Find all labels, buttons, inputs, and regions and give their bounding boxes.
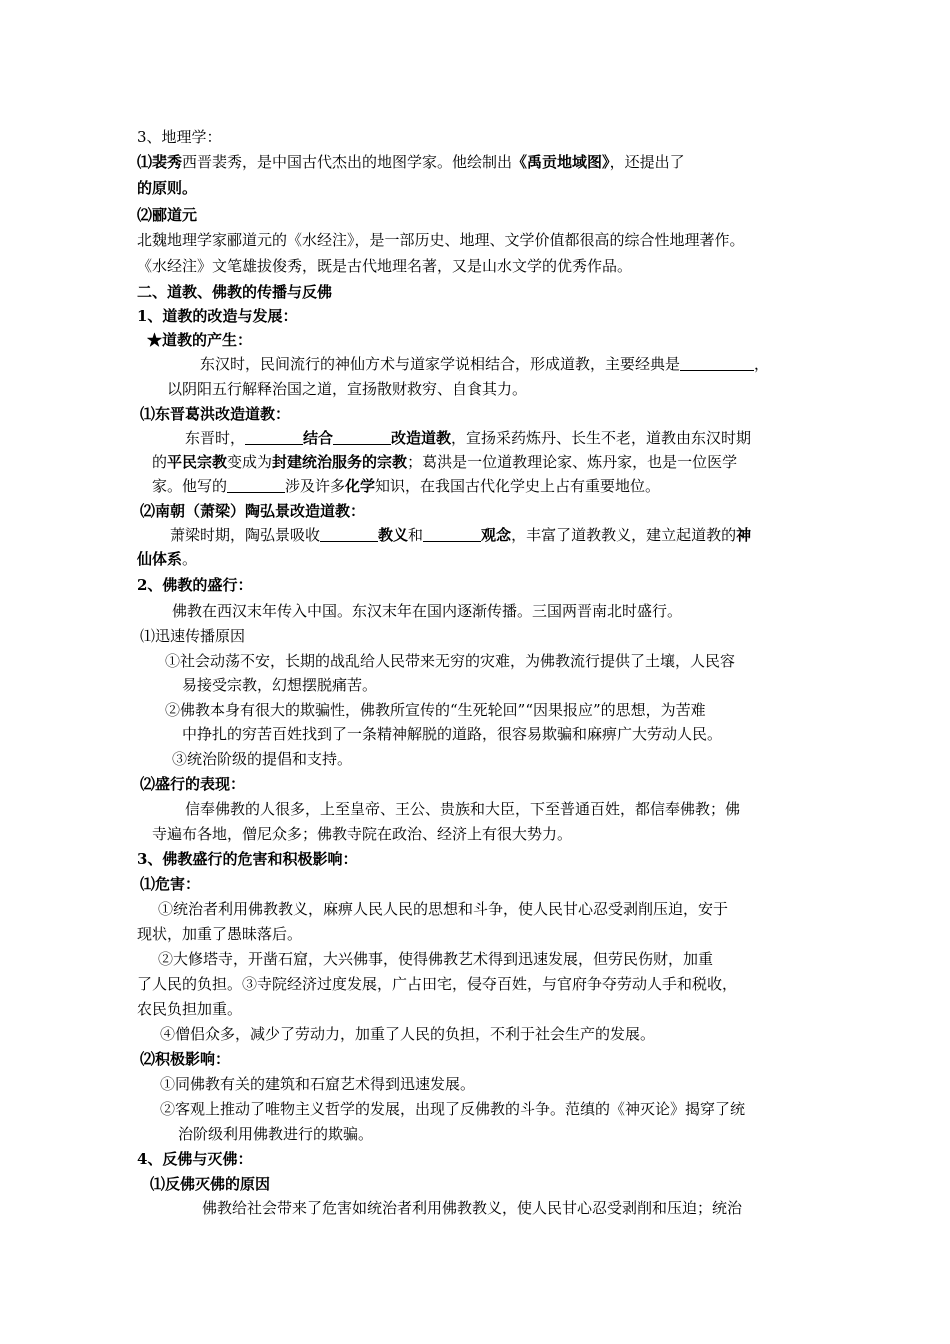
buddhism-intro: 佛教在西汉末年传入中国。东汉末年在国内逐渐传播。三国两晋南北时盛行。 <box>172 602 683 620</box>
gehong-line-1 <box>185 428 751 448</box>
gehong-text: 东晋时， <box>185 429 246 447</box>
peixiu-principle: 的原则。 <box>137 179 198 197</box>
origin-comma: ， <box>754 355 770 373</box>
tao-line-1 <box>170 525 751 545</box>
positive-1: ①同佛教有关的建筑和石窟艺术得到迅速发展。 <box>160 1075 476 1093</box>
peixiu-text-tail: ，还提出了 <box>609 153 685 171</box>
reason-2-line-2: 中挣扎的穷苦百姓找到了一条精神解脱的道路，很容易欺骗和麻痹广大劳动人民。 <box>182 725 723 743</box>
heading-anti-reasons: ⑴反佛灭佛的原因 <box>150 1175 271 1193</box>
gehong-line-2 <box>152 452 737 472</box>
anti-line-1: 佛教给社会带来了危害如统治者利用佛教教义，使人民甘心忍受剥削和压迫；统治 <box>202 1199 743 1217</box>
gehong-text-2: ，宣扬采药炼丹、长生不老，道教由东汉时期 <box>451 429 752 447</box>
tao-text: 萧梁时期，陶弘景吸收 <box>170 526 321 544</box>
subheading-lidaoyuan: ⑵郦道元 <box>137 206 198 224</box>
tao-system: 仙体系 <box>137 550 183 568</box>
peixiu-book: 《禹贡地域图》 <box>512 153 610 171</box>
tao-shen: 神 <box>736 526 752 544</box>
tao-doctrine: 教义 <box>378 526 409 544</box>
gehong-chemistry: 化学 <box>345 477 376 495</box>
tao-period: 。 <box>182 550 198 568</box>
harm-4: ④僧侣众多，减少了劳动力，加重了人民的负担，不利于社会生产的发展。 <box>160 1025 656 1043</box>
section-heading-geography: 3、地理学： <box>137 128 222 146</box>
blank-gehong-2[interactable] <box>333 430 391 445</box>
harm-2-line-2: 了人民的负担。③寺院经济过度发展，广占田宅，侵夺百姓，与官府争夺劳动人手和税收， <box>137 975 738 993</box>
heading-taohongjing: ⑵南朝（萧梁）陶弘景改造道教： <box>140 502 366 520</box>
blank-tao-1[interactable] <box>320 527 378 542</box>
heading-buddhism: 2、佛教的盛行： <box>137 576 253 594</box>
prevalence-line-2: 寺遍布各地，僧尼众多；佛教寺院在政治、经济上有很大势力。 <box>152 825 573 843</box>
heading-prevalence: ⑵盛行的表现： <box>140 775 246 793</box>
part-heading-religion: 二、道教、佛教的传播与反佛 <box>137 283 333 301</box>
harm-1-line-1: ①统治者利用佛教教义，麻痹人民人民的思想和斗争，使人民甘心忍受剥削压迫，安于 <box>158 900 729 918</box>
heading-gehong: ⑴东晋葛洪改造道教： <box>140 405 291 423</box>
peixiu-name: 裴秀 <box>152 153 183 171</box>
gehong-civil: 平民宗教 <box>167 453 228 471</box>
heading-positive: ⑵积极影响： <box>140 1050 231 1068</box>
positive-2-line-2: 治阶级利用佛教进行的欺骗。 <box>178 1125 374 1143</box>
heading-taoism-origin: ★道教的产生： <box>147 331 253 349</box>
harm-2-line-3: 农民负担加重。 <box>137 1000 243 1018</box>
heading-harm: ⑴危害： <box>140 875 201 893</box>
blank-gehong-book[interactable] <box>227 478 285 493</box>
origin-line-2: 以阴阳五行解释治国之道，宣扬散财救穷、自食其力。 <box>167 380 528 398</box>
tao-line-2 <box>137 549 197 569</box>
positive-2-line-1: ②客观上推动了唯物主义哲学的发展，出现了反佛教的斗争。范缜的《神灭论》揭穿了统 <box>160 1100 746 1118</box>
heading-spread-reasons: ⑴迅速传播原因 <box>140 627 246 645</box>
blank-gehong-1[interactable] <box>245 430 303 445</box>
gehong-text: 家。他写的 <box>152 477 228 495</box>
tao-text: ，丰富了道教教义，建立起道教的 <box>511 526 737 544</box>
gehong-feudal: 封建统治服务的宗教 <box>272 453 408 471</box>
heading-taoism-reform: 1、道教的改造与发展： <box>137 307 298 325</box>
heading-harm-impact: 3、佛教盛行的危害和积极影响： <box>137 850 358 868</box>
gehong-combine: 结合 <box>303 429 334 447</box>
origin-line-1 <box>200 354 769 374</box>
reason-1-line-2: 易接受宗教，幻想摆脱痛苦。 <box>182 676 378 694</box>
gehong-text: 涉及许多 <box>285 477 346 495</box>
origin-text: 东汉时，民间流行的神仙方术与道家学说相结合，形成道教，主要经典是 <box>200 355 681 373</box>
tao-text: 和 <box>408 526 424 544</box>
lidaoyuan-line-1: 北魏地理学家郦道元的《水经注》，是一部历史、地理、文学价值都很高的综合性地理著作。 <box>137 231 745 249</box>
gehong-text: ；葛洪是一位道教理论家、炼丹家，也是一位医学 <box>407 453 738 471</box>
gehong-reform: 改造道教 <box>391 429 452 447</box>
blank-classic[interactable] <box>680 356 754 371</box>
gehong-text: 的 <box>152 453 168 471</box>
gehong-text: 知识，在我国古代化学史上占有重要地位。 <box>375 477 661 495</box>
harm-2-line-1: ②大修塔寺，开凿石窟，大兴佛事，使得佛教艺术得到迅速发展，但劳民伤财，加重 <box>158 950 714 968</box>
item-number: ⑴ <box>137 153 153 171</box>
harm-1-line-2: 现状，加重了愚昧落后。 <box>137 925 303 943</box>
tao-concept: 观念 <box>481 526 512 544</box>
reason-2-line-1: ②佛教本身有很大的欺骗性，佛教所宣传的“生死轮回”“因果报应”的思想，为苦难 <box>165 701 706 719</box>
gehong-text: 变成为 <box>227 453 273 471</box>
reason-1-line-1: ①社会动荡不安，长期的战乱给人民带来无穷的灾难，为佛教流行提供了土壤，人民容 <box>165 652 736 670</box>
reason-3: ③统治阶级的提倡和支持。 <box>172 750 353 768</box>
blank-tao-2[interactable] <box>423 527 481 542</box>
peixiu-text: 西晋裴秀，是中国古代杰出的地图学家。他绘制出 <box>182 153 513 171</box>
gehong-line-3 <box>152 476 660 496</box>
heading-anti-buddhism: 4、反佛与灭佛： <box>137 1150 253 1168</box>
lidaoyuan-line-2: 《水经注》文笔雄拔俊秀，既是古代地理名著，又是山水文学的优秀作品。 <box>137 257 633 275</box>
paragraph-peixiu <box>137 152 685 172</box>
prevalence-line-1: 信奉佛教的人很多，上至皇帝、王公、贵族和大臣，下至普通百姓，都信奉佛教；佛 <box>185 800 741 818</box>
